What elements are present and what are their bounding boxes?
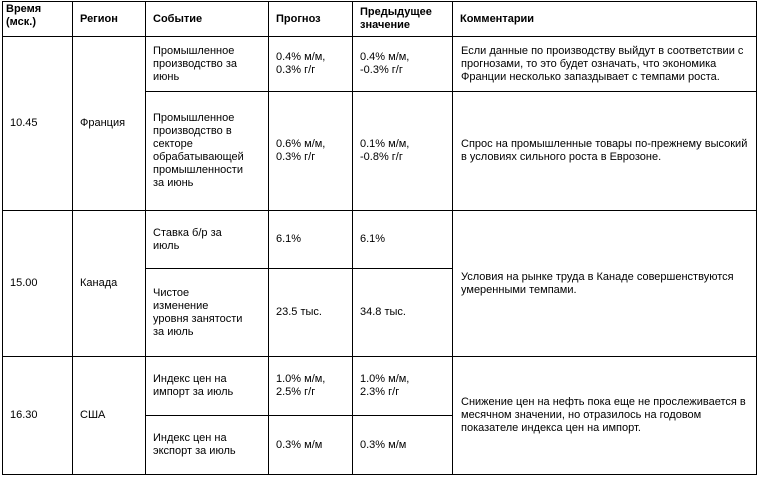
- previous-cell: 0.4% м/м, -0.3% г/г: [353, 37, 453, 92]
- event-cell: Индекс цен на экспорт за июль: [146, 416, 269, 475]
- economic-calendar-table: [2, 1, 757, 475]
- header-previous: Предыдущее значение: [353, 2, 453, 37]
- forecast-cell: 6.1%: [269, 211, 353, 269]
- event-cell: Ставка б/р за июль: [146, 211, 269, 269]
- region-cell: Франция: [73, 37, 146, 211]
- table-row: [3, 37, 757, 92]
- event-cell: Индекс цен на импорт за июль: [146, 357, 269, 416]
- header-row: [3, 2, 757, 37]
- region-cell: Канада: [73, 211, 146, 357]
- previous-cell: 0.3% м/м: [353, 416, 453, 475]
- previous-cell: 34.8 тыс.: [353, 269, 453, 357]
- forecast-cell: 0.4% м/м, 0.3% г/г: [269, 37, 353, 92]
- forecast-cell: 0.6% м/м, 0.3% г/г: [269, 92, 353, 211]
- time-cell: 16.30: [3, 357, 73, 475]
- time-cell: 10.45: [3, 37, 73, 211]
- table-row: [3, 211, 757, 269]
- forecast-cell: 1.0% м/м, 2.5% г/г: [269, 357, 353, 416]
- previous-cell: 0.1% м/м, -0.8% г/г: [353, 92, 453, 211]
- event-cell: Промышленное производство за июнь: [146, 37, 269, 92]
- comment-cell: Снижение цен на нефть пока еще не прослеживается в месячном значении, но отразилось на годовом показателе индекса цен на импорт.: [453, 357, 757, 475]
- comment-cell: Если данные по производству выйдут в соответствии с прогнозами, то это будет означать, что экономика Франции несколько запаздывает с темпами роста.: [453, 37, 757, 92]
- header-time: Время (мск.): [3, 2, 73, 37]
- header-event: Событие: [146, 2, 269, 37]
- comment-cell: Условия на рынке труда в Канаде совершенствуются умеренными темпами.: [453, 211, 757, 357]
- header-region: Регион: [73, 2, 146, 37]
- forecast-cell: 23.5 тыс.: [269, 269, 353, 357]
- forecast-cell: 0.3% м/м: [269, 416, 353, 475]
- header-comments: Комментарии: [453, 2, 757, 37]
- event-cell: Промышленное производство в секторе обрабатывающей промышленности за июнь: [146, 92, 269, 211]
- comment-cell: Спрос на промышленные товары по-прежнему высокий в условиях сильного роста в Еврозоне.: [453, 92, 757, 211]
- region-cell: США: [73, 357, 146, 475]
- table-row: [3, 357, 757, 416]
- time-cell: 15.00: [3, 211, 73, 357]
- event-cell: Чистое изменение уровня занятости за июль: [146, 269, 269, 357]
- previous-cell: 6.1%: [353, 211, 453, 269]
- previous-cell: 1.0% м/м, 2.3% г/г: [353, 357, 453, 416]
- header-forecast: Прогноз: [269, 2, 353, 37]
